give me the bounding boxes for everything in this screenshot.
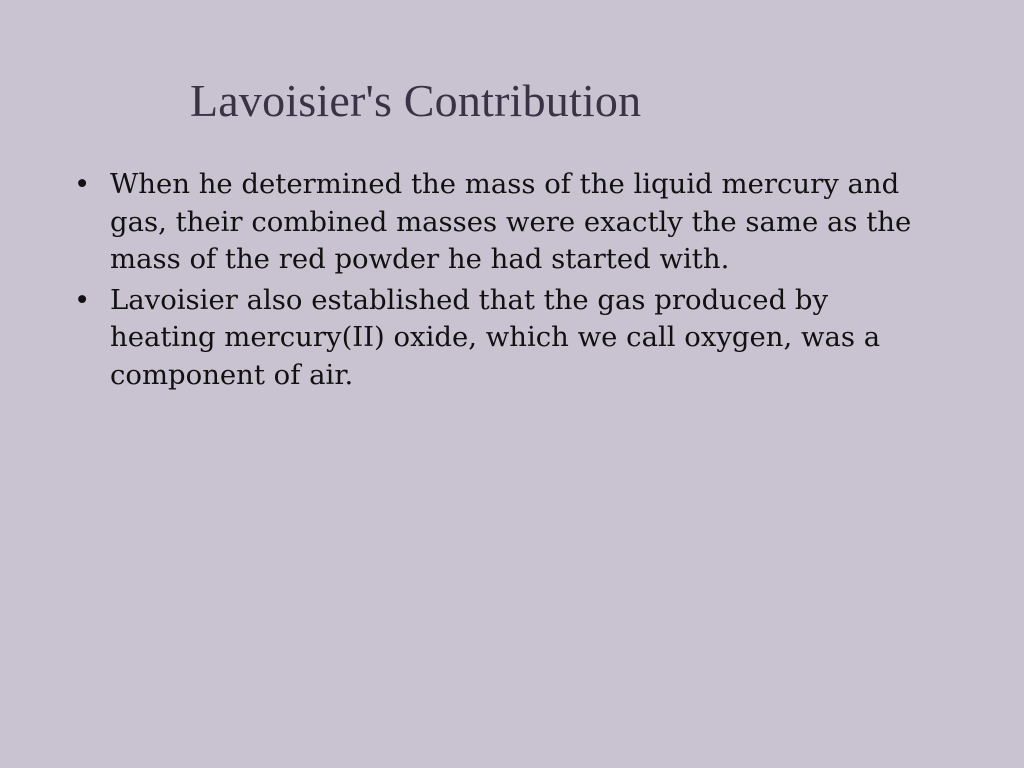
bullet-text-1: When he determined the mass of the liquid mercury and gas, their combined masses were exactly the same as the mass of the red powder he had started with. <box>110 168 912 275</box>
bullet-icon: • <box>74 168 91 200</box>
bullet-item-1 <box>74 166 934 279</box>
bullet-list <box>74 166 934 397</box>
bullet-icon: • <box>74 283 91 316</box>
slide-title: Lavoisier's Contribution <box>190 75 642 126</box>
bullet-text-2: Lavoisier also established that the gas produced by heating mercury(II) oxide, which we call oxygen, was a component of air. <box>110 283 881 391</box>
bullet-item-2 <box>74 282 934 395</box>
